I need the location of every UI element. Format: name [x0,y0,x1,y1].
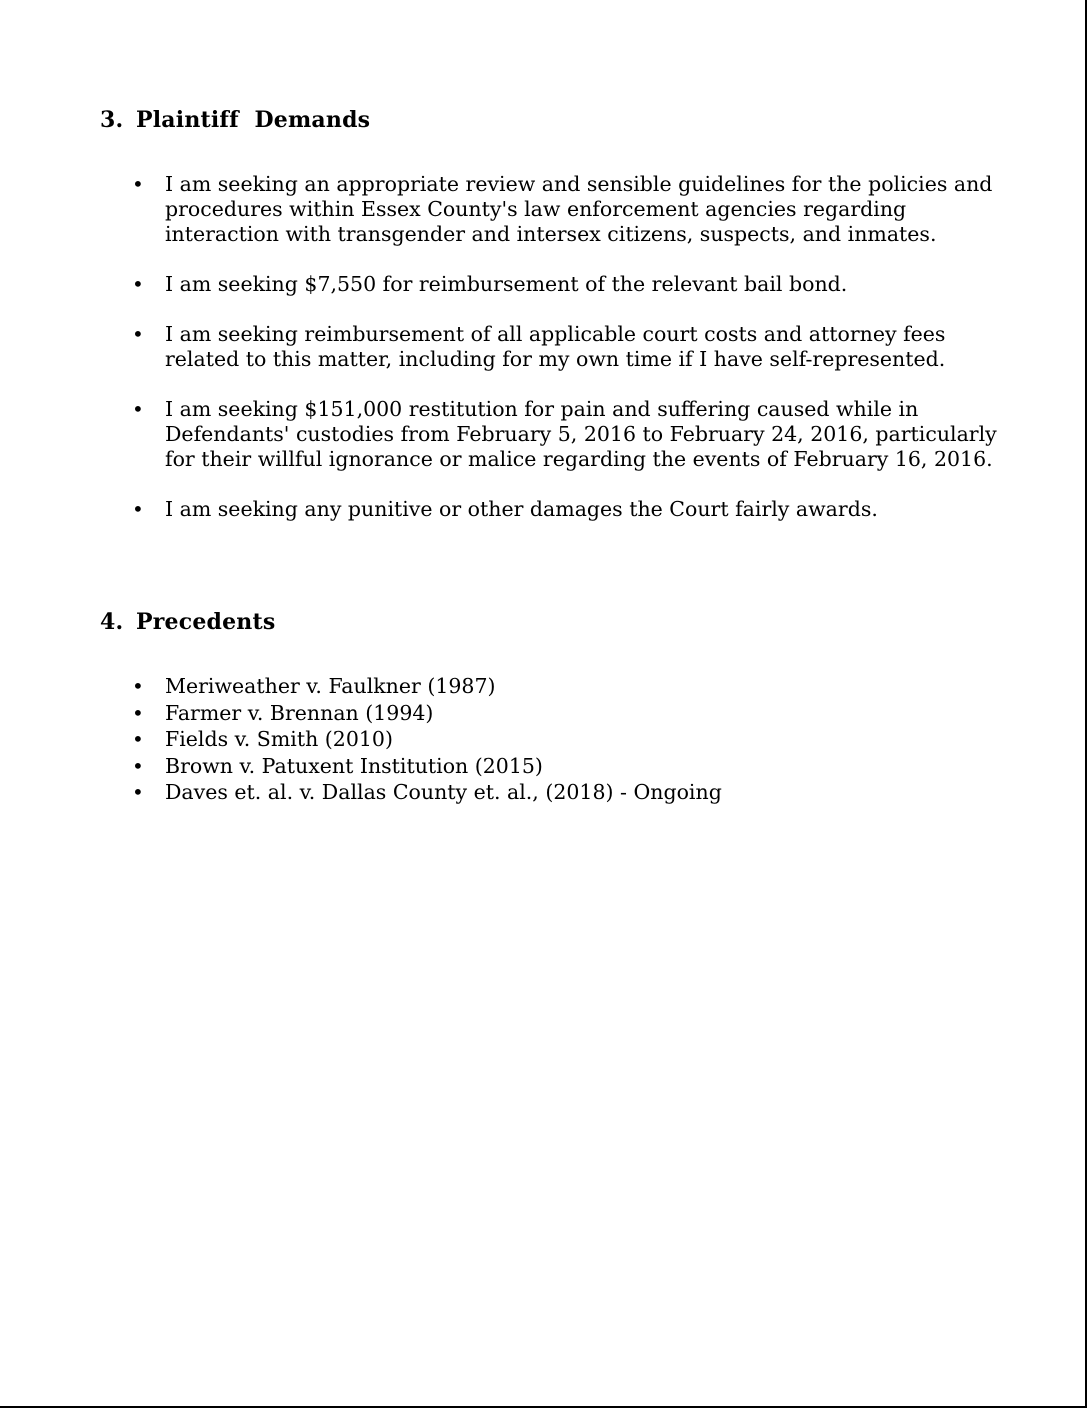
list-item-text: Fields v. Smith (2010) [165,727,393,751]
bullet-icon: • [132,753,144,778]
list-item [130,727,1000,752]
section-number: 4. [100,609,124,635]
section-number: 3. [100,107,124,133]
list-item [130,497,1000,522]
list-item-text: Meriweather v. Faulkner (1987) [165,674,496,698]
list-item [130,780,1000,805]
list-item [130,397,1000,472]
bullet-icon: • [132,397,144,421]
list-item-text: I am seeking $151,000 restitution for pain and suffering caused while in Defendants' custodies from February 5, 2016 to February 24, 2016, particularly for their willful ignorance or malice regarding the events of February 16, 2016. [165,397,997,471]
section-heading-plaintiff-demands [100,107,370,133]
bullet-icon: • [132,780,144,804]
bullet-icon: • [132,172,144,196]
list-item-text: I am seeking any punitive or other damages the Court fairly awards. [165,497,878,521]
bullet-icon: • [132,674,144,698]
bullet-icon: • [132,322,144,346]
list-item-text: Brown v. Patuxent Institution (2015) [165,753,543,778]
bullet-icon: • [132,727,144,751]
list-item [130,272,1000,297]
list-item-text: I am seeking an appropriate review and sensible guidelines for the policies and procedures within Essex County's law enforcement agencies regarding interaction with transgender and intersex citizens, suspects, and inmates. [165,172,993,246]
list-item [130,322,1000,372]
list-item-text: Farmer v. Brennan (1994) [165,700,434,725]
list-item [130,172,1000,247]
list-item-text: I am seeking $7,550 for reimbursement of the relevant bail bond. [165,272,848,296]
bullet-icon: • [132,700,144,725]
list-item [130,674,1000,699]
section-title: Plaintiff Demands [136,107,371,133]
demands-list [130,172,1000,522]
bullet-icon: • [132,497,144,521]
list-item [130,754,1000,779]
section-title: Precedents [136,609,276,635]
bullet-icon: • [132,272,144,296]
list-item-text: Daves et. al. v. Dallas County et. al., (2018) - Ongoing [165,780,722,804]
list-item-text: I am seeking reimbursement of all applicable court costs and attorney fees related to this matter, including for my own time if I have self-represented. [165,322,946,371]
section-heading-precedents [100,609,275,635]
list-item [130,701,1000,726]
precedents-list [130,674,1000,807]
